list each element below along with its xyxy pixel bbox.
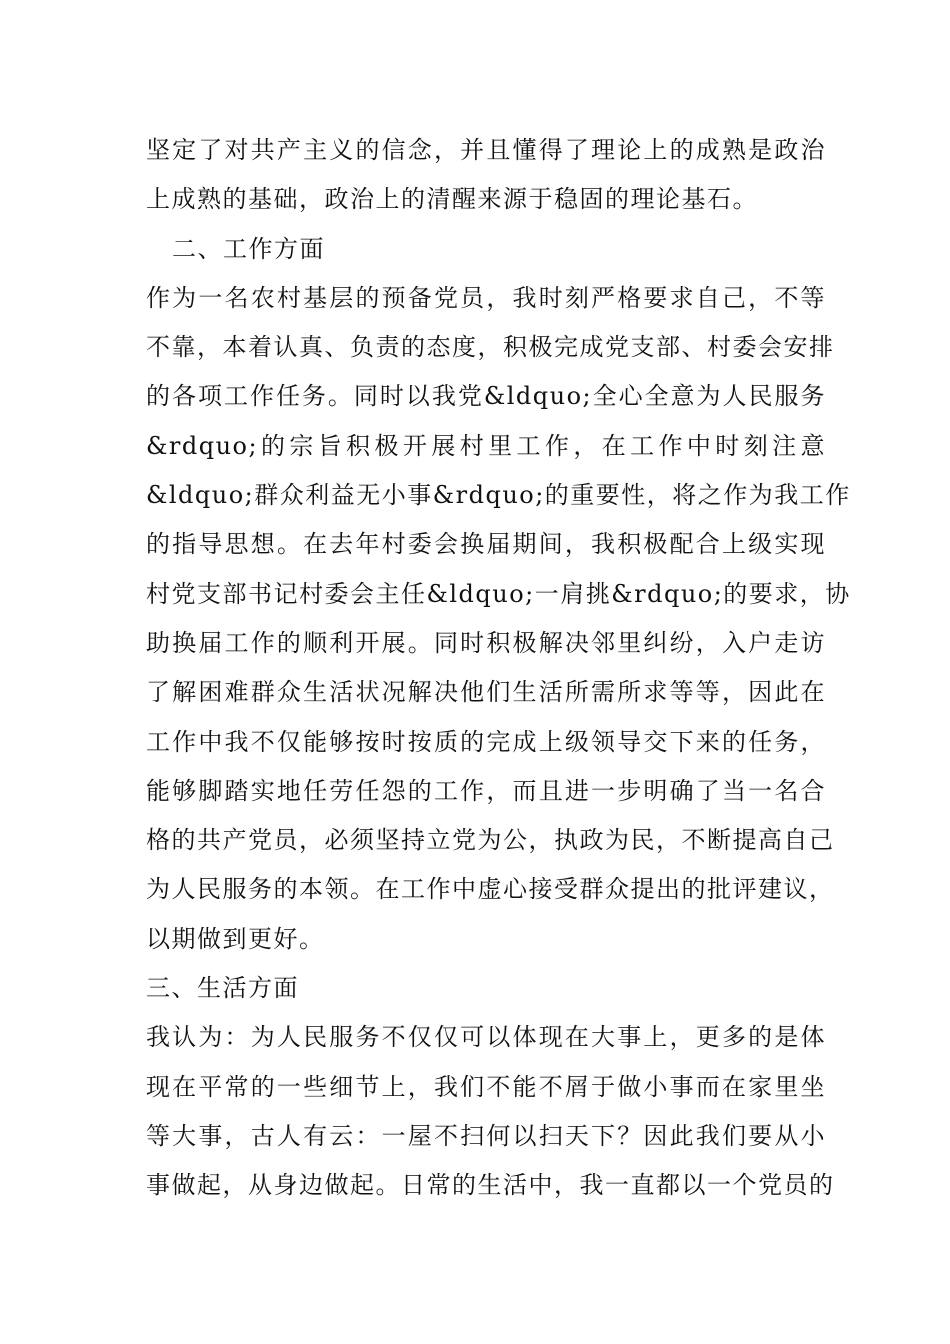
document-body xyxy=(146,126,851,1211)
text-line: 事做起，从身边做起。日常的生活中，我一直都以一个党员的 xyxy=(146,1171,835,1200)
section-heading: 二、工作方面 xyxy=(172,234,325,263)
text-line: 等大事，古人有云：一屋不扫何以扫天下？因此我们要从小 xyxy=(146,1121,826,1150)
text-line: 为人民服务的本领。在工作中虚心接受群众提出的批评建议， xyxy=(146,875,835,904)
text-line: 现在平常的一些细节上，我们不能不屑于做小事而在家里坐 xyxy=(146,1072,826,1101)
text-line: 的各项工作任务。同时以我党&ldquo;全心全意为人民服务 xyxy=(146,382,826,411)
text-line: 格的共产党员，必须坚持立党为公，执政为民，不断提高自己 xyxy=(146,826,835,855)
text-line: 能够脚踏实地任劳任怨的工作，而且进一步明确了当一名合 xyxy=(146,776,826,805)
text-line: 不靠，本着认真、负责的态度，积极完成党支部、村委会安排 xyxy=(146,333,835,362)
text-line: 以期做到更好。 xyxy=(146,924,325,953)
text-line: &ldquo;群众利益无小事&rdquo;的重要性，将之作为我工作 xyxy=(146,481,851,510)
text-line: 的指导思想。在去年村委会换届期间，我积极配合上级实现 xyxy=(146,530,826,559)
text-line: 助换届工作的顺利开展。同时积极解决邻里纠纷，入户走访 xyxy=(146,628,826,657)
text-line: 我认为：为人民服务不仅仅可以体现在大事上，更多的是体 xyxy=(146,1023,826,1052)
text-line: &rdquo;的宗旨积极开展村里工作，在工作中时刻注意 xyxy=(146,431,826,460)
text-line: 了解困难群众生活状况解决他们生活所需所求等等，因此在 xyxy=(146,678,826,707)
text-line: 作为一名农村基层的预备党员，我时刻严格要求自己，不等 xyxy=(146,283,826,312)
text-line: 上成熟的基础，政治上的清醒来源于稳固的理论基石。 xyxy=(146,185,758,214)
text-line: 村党支部书记村委会主任&ldquo;一肩挑&rdquo;的要求，协 xyxy=(146,579,851,608)
section-heading: 三、生活方面 xyxy=(146,974,299,1003)
text-line: 工作中我不仅能够按时按质的完成上级领导交下来的任务， xyxy=(146,727,826,756)
text-line: 坚定了对共产主义的信念，并且懂得了理论上的成熟是政治 xyxy=(146,136,826,164)
